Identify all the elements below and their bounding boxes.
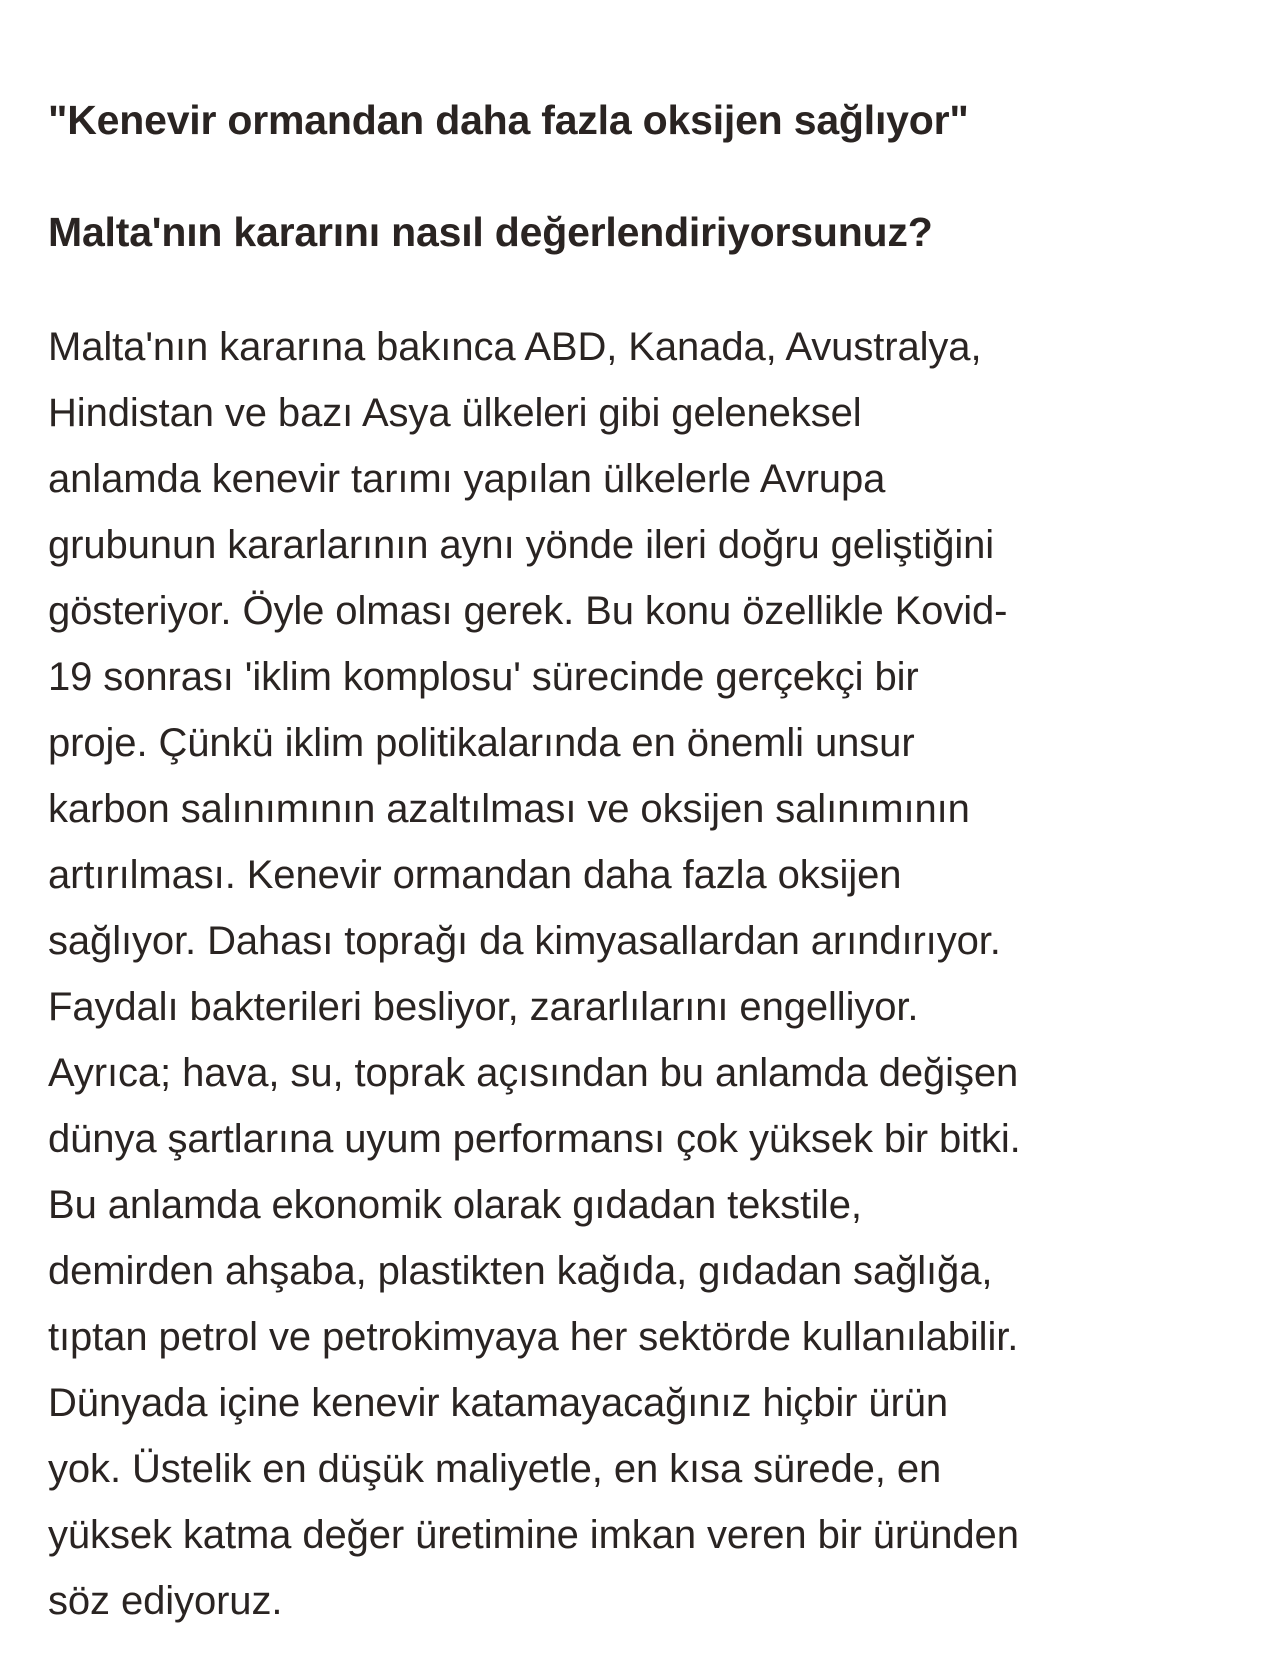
answer-line: Dünyada içine kenevir katamayacağınız hiçbir ürün — [48, 1381, 949, 1425]
answer-line: Hindistan ve bazı Asya ülkeleri gibi geleneksel — [48, 391, 862, 435]
answer-line: 19 sonrası 'iklim komplosu' sürecinde gerçekçi bir — [48, 655, 919, 699]
answer-line: proje. Çünkü iklim politikalarında en önemli unsur — [48, 721, 915, 765]
answer-line: dünya şartlarına uyum performansı çok yüksek bir bitki. — [48, 1117, 1021, 1161]
answer-line: karbon salınımının azaltılması ve oksijen salınımının — [48, 787, 970, 831]
answer-line: demirden ahşaba, plastikten kağıda, gıdadan sağlığa, — [48, 1249, 993, 1293]
answer-line: grubunun kararlarının aynı yönde ileri doğru geliştiğini — [48, 523, 995, 567]
section-heading: "Kenevir ormandan daha fazla oksijen sağlıyor" — [48, 97, 969, 143]
answer-line: Bu anlamda ekonomik olarak gıdadan tekstile, — [48, 1183, 862, 1227]
answer-line: söz ediyoruz. — [48, 1579, 283, 1623]
answer-line: gösteriyor. Öyle olması gerek. Bu konu özellikle Kovid- — [48, 589, 1008, 633]
answer-line: tıptan petrol ve petrokimyaya her sektörde kullanılabilir. — [48, 1315, 1019, 1359]
answer-line: sağlıyor. Dahası toprağı da kimyasallardan arındırıyor. — [48, 919, 1001, 963]
answer-line: Ayrıca; hava, su, toprak açısından bu anlamda değişen — [48, 1051, 1019, 1095]
interview-answer — [48, 314, 1248, 1634]
interview-question: Malta'nın kararını nasıl değerlendiriyorsunuz? — [48, 209, 933, 255]
answer-line: artırılması. Kenevir ormandan daha fazla oksijen — [48, 853, 902, 897]
answer-line: yüksek katma değer üretimine imkan veren bir üründen — [48, 1513, 1019, 1557]
answer-line: anlamda kenevir tarımı yapılan ülkelerle Avrupa — [48, 457, 886, 501]
answer-line: Malta'nın kararına bakınca ABD, Kanada, Avustralya, — [48, 325, 982, 369]
answer-line: Faydalı bakterileri besliyor, zararlılarını engelliyor. — [48, 985, 919, 1029]
answer-line: yok. Üstelik en düşük maliyetle, en kısa sürede, en — [48, 1447, 942, 1491]
